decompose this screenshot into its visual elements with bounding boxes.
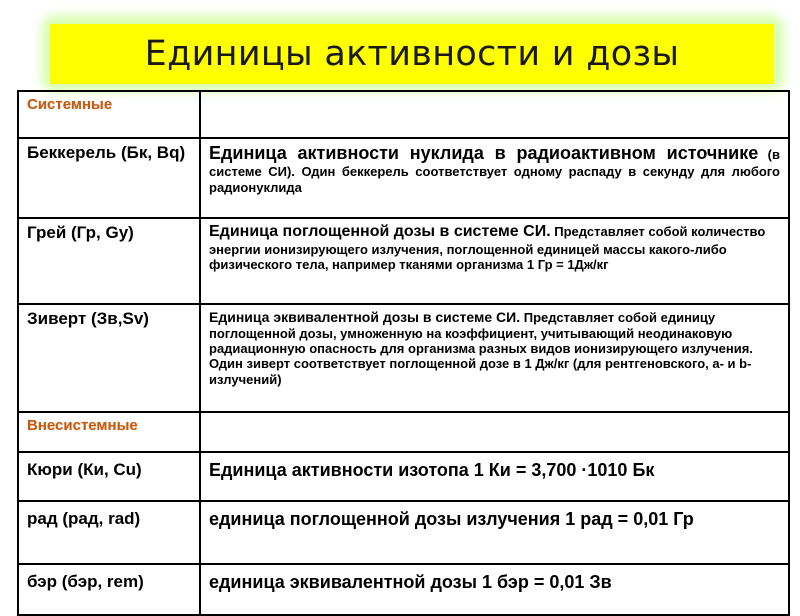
unit-desc-rem: единица эквивалентной дозы 1 бэр = 0,01 Зв	[200, 564, 789, 615]
desc-lead: Единица эквивалентной дозы в системе СИ.	[209, 309, 521, 325]
unit-desc-gray	[200, 218, 789, 304]
unit-name-curie: Кюри (Ки, Cu)	[18, 452, 200, 501]
title-banner	[50, 24, 774, 84]
table-row-gray	[18, 218, 789, 304]
unit-desc-rad: единица поглощенной дозы излучения 1 рад = 0,01 Гр	[200, 501, 789, 564]
desc-rest: Представляет собой единицу поглощенной дозы, умноженную на коэффициент, учитывающий неодинаковую радиационную опасность для организма разных видов ионизирующего излучения. Один зиверт соответствует поглощенной дозе в 1 Дж/кг (для рентгеновского, a- и b-излучений)	[209, 310, 753, 387]
table-row-rad	[18, 501, 789, 564]
unit-name-sievert: Зиверт (Зв,Sv)	[18, 304, 200, 412]
unit-desc-curie: Единица активности изотопа 1 Ки = 3,700 ·1010 Бк	[200, 452, 789, 501]
table-row-systemic-header	[18, 91, 789, 138]
unit-desc-sievert	[200, 304, 789, 412]
table-row-rem	[18, 564, 789, 615]
units-table	[17, 90, 790, 616]
nonsystemic-section-label: Внесистемные	[18, 412, 200, 452]
unit-desc-becquerel	[200, 138, 789, 218]
empty-cell	[200, 412, 789, 452]
desc-lead: Единица активности нуклида в радиоактивном источнике	[209, 143, 759, 163]
unit-name-becquerel: Беккерель (Бк, Bq)	[18, 138, 200, 218]
desc-lead: Единица поглощенной дозы в системе СИ.	[209, 223, 551, 240]
systemic-section-label: Системные	[18, 91, 200, 138]
unit-name-gray: Грей (Гр, Gy)	[18, 218, 200, 304]
table-row-sievert	[18, 304, 789, 412]
desc-rest: (в системе СИ). Один беккерель соответствует одному распаду в секунду для любого радионуклида	[209, 147, 780, 195]
table-row-becquerel	[18, 138, 789, 218]
unit-name-rem: бэр (бэр, rem)	[18, 564, 200, 615]
desc-rest: Представляет собой количество энергии ионизирующего излучения, поглощенной единицей массы какого-либо физического тела, например тканями организма 1 Гр = 1Дж/кг	[209, 224, 766, 273]
table-row-curie	[18, 452, 789, 501]
empty-cell	[200, 91, 789, 138]
unit-name-rad: рад (рад, rad)	[18, 501, 200, 564]
page-title: Единицы активности и дозы	[144, 34, 680, 74]
table-row-nonsystemic-header	[18, 412, 789, 452]
